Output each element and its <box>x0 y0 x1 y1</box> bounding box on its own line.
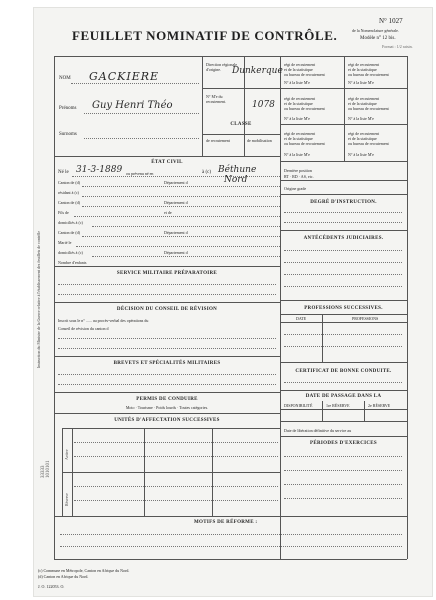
reserve-label: Réserve <box>64 493 69 506</box>
residant-label: résidant à (c) <box>58 190 79 195</box>
brevets-title: BREVETS ET SPÉCIALITÉS MILITAIRES <box>113 361 221 366</box>
margin-code-1: 33333 <box>41 465 46 478</box>
rec-cell-6a: régt de recrutement <box>348 131 380 136</box>
rec-cell-5a: régt de recrutement <box>284 131 316 136</box>
enfants-label: Nombre d'enfants <box>58 260 87 265</box>
classe-label: CLASSE <box>230 122 252 127</box>
form-number: N° 1027 <box>379 17 403 25</box>
nom-value: GACKIERE <box>89 70 160 83</box>
fils-label: Fils de <box>58 210 69 215</box>
service-title: SERVICE MILITAIRE PRÉPARATOIRE <box>116 271 218 276</box>
permis-sub: Moto · Tourisme · Poids lourds · Toutes catégories. <box>125 405 209 410</box>
date-liberation-label: Date de libération définitive du service au <box>284 428 352 433</box>
rec-cell-1b: et de la statistique <box>284 67 313 72</box>
model-label: Modèle n° 12 bis. <box>360 36 396 41</box>
direction-value: Dunkerque <box>232 66 283 76</box>
form-sheet <box>34 8 432 596</box>
rec-cell-2c: ou bureau de recrutement <box>348 72 389 77</box>
disponibilite-header: DISPONIBILITÉ <box>284 403 313 408</box>
prof-header: PROFESSIONS <box>352 316 379 321</box>
rec-cell-1d: N° à la liste M'e <box>284 80 310 85</box>
motifs-title: MOTIFS DE RÉFORME : <box>194 520 258 525</box>
rec-cell-3a: régt de recrutement <box>284 96 316 101</box>
prof-date-header: DATE <box>296 316 307 321</box>
ne-value: 31-3-1889 <box>76 165 123 175</box>
format-label: Format : 1/2 raisin. <box>382 44 413 49</box>
canton-label-2: Canton de (d) <box>58 200 80 205</box>
rec-cell-5d: N° à la liste M'e <box>284 152 310 157</box>
dept-label-4: Département d <box>164 250 188 255</box>
antecedents-title: ANTÉCÉDENTS JUDICIAIRES. <box>303 236 384 241</box>
ne-label: Né le <box>58 170 69 175</box>
decision-line-2: Conseil de révision du canton d <box>58 326 109 331</box>
active-label: Active <box>64 449 69 460</box>
rec-cell-1c: ou bureau de recrutement <box>284 72 325 77</box>
rec-cell-2b: et de la statistique <box>348 67 377 72</box>
classe-recrutement: de recrutement <box>206 138 230 143</box>
domicilie-label: domiciliés à (c) <box>58 220 83 225</box>
rec-cell-4a: régt de recrutement <box>348 96 380 101</box>
premiere-reserve-header: 1re RÉSERVE <box>326 403 350 408</box>
rec-cell-3d: N° à la liste M'e <box>284 116 310 121</box>
dept-label-1: Département d <box>164 180 188 185</box>
dept-value: Nord <box>224 175 248 185</box>
domicilie-label-2: domiciliés à (c) <box>58 250 83 255</box>
rec-cell-6b: et de la statistique <box>348 136 377 141</box>
decision-title: DÉCISION DU CONSEIL DE RÉVISION <box>116 307 218 312</box>
dept-label-2: Département d <box>164 200 188 205</box>
prenoms-value: Guy Henri Théo <box>92 100 173 111</box>
recrutement-value: 1078 <box>252 100 275 110</box>
rec-cell-3c: ou bureau de recrutement <box>284 106 325 111</box>
date-passage-title: DATE DE PASSAGE DANS LA <box>305 394 382 399</box>
canton-label-3: Canton de (d) <box>58 230 80 235</box>
rec-cell-6c: ou bureau de recrutement <box>348 141 389 146</box>
rec-cell-4b: et de la statistique <box>348 101 377 106</box>
rec-cell-4d: N° à la liste M'e <box>348 116 374 121</box>
recrutement-label: N° M'e du recrutement. <box>206 94 227 104</box>
margin-note: Instruction du Ministre de la Guerre relative à l'établissement des feuillets de contrôle <box>36 230 41 368</box>
classe-mobilisation: de mobilisation <box>247 138 272 143</box>
professions-title: PROFESSIONS SUCCESSIVES. <box>304 306 383 311</box>
prevenu-label: ou prévenu né en <box>126 171 154 176</box>
prenoms-label: Prénoms <box>59 106 77 111</box>
a-label: à (c) <box>202 170 212 175</box>
frame-top <box>54 56 407 57</box>
origine-grade-label: Origine grade <box>284 186 307 191</box>
derniere-position-label: Dernière position <box>284 168 312 173</box>
degre-title: DEGRÉ D'INSTRUCTION. <box>310 200 377 205</box>
canton-label-1: Canton de (d) <box>58 180 80 185</box>
rec-cell-2d: N° à la liste M'e <box>348 80 374 85</box>
periodes-title: PÉRIODES D'EXERCICES <box>310 441 377 446</box>
nom-label: NOM <box>59 76 71 81</box>
surnoms-label: Surnoms <box>59 132 77 137</box>
etat-civil-title: ÉTAT CIVIL <box>151 160 183 165</box>
rec-cell-6d: N° à la liste M'e <box>348 152 374 157</box>
rec-cell-2a: régt de recrutement <box>348 62 380 67</box>
certificat-title: CERTIFICAT DE BONNE CONDUITE. <box>295 369 392 374</box>
decision-line-1: Inscrit sous le n° ...... au procès-verbal des opérations du <box>58 318 149 323</box>
footnote-1: (c) Commune en Métropole, Canton en Afrique du Nord. <box>38 568 130 573</box>
margin-code-2: 1010101 <box>46 460 51 478</box>
unites-title: UNITÉS D'AFFECTATION SUCCESSIVES <box>114 418 220 423</box>
permis-title: PERMIS DE CONDUIRE <box>136 397 198 402</box>
form-title: FEUILLET NOMINATIF DE CONTRÔLE. <box>72 28 338 43</box>
rec-cell-5b: et de la statistique <box>284 136 313 141</box>
rec-cell-4c: ou bureau de recrutement <box>348 106 389 111</box>
footnote-2: (d) Canton en Afrique du Nord. <box>38 574 89 579</box>
rec-cell-1a: régt de recrutement <box>284 62 316 67</box>
marie-label: Marié le <box>58 240 72 245</box>
rec-cell-5c: ou bureau de recrutement <box>284 141 325 146</box>
print-reference: J. O. 122053. O. <box>38 584 65 589</box>
frame-right <box>407 56 408 559</box>
rec-cell-3b: et de la statistique <box>284 101 313 106</box>
frame-bottom <box>54 559 407 560</box>
deuxieme-reserve-header: 2e RÉSERVE <box>368 403 391 408</box>
direction-label: Direction régionale d'origine. <box>206 62 237 72</box>
et-label: et de <box>164 210 172 215</box>
derniere-position-sub: RT · RD · AS, etc. <box>284 174 314 179</box>
nomenclature-label: de la Nomenclature générale. <box>352 28 399 33</box>
dept-label-3: Département d <box>164 230 188 235</box>
birthplace-value: Béthune <box>218 165 257 175</box>
